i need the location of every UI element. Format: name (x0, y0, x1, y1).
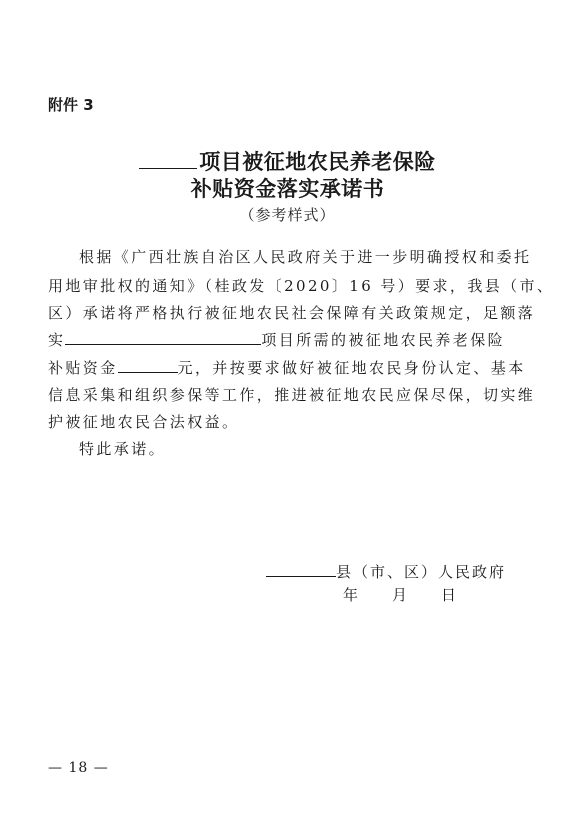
county-name-blank (266, 562, 336, 577)
body-line-8: 特此承诺。 (79, 440, 167, 458)
document-title-line2: 补贴资金落实承诺书 (190, 177, 385, 201)
body-line-6: 信息采集和组织参保等工作，推进被征地农民应保尽保，切实维 (48, 386, 536, 404)
body-line-5 (48, 357, 526, 378)
date-year: 年 (343, 586, 361, 604)
attachment-label: 附件 3 (48, 96, 94, 114)
body-line-5-suffix: 元，并按要求做好被征地农民身份认定、基本 (177, 359, 526, 377)
amount-blank (118, 358, 178, 373)
project-name-blank (139, 150, 197, 169)
date-day: 日 (441, 586, 459, 604)
signature-organization (266, 561, 506, 582)
document-subtitle: （参考样式） (239, 206, 336, 224)
title-text-line1: 项目被征地农民养老保险 (199, 150, 436, 174)
body-line-4 (48, 329, 505, 350)
body-line-1: 根据《广西壮族自治区人民政府关于进一步明确授权和委托 (79, 248, 532, 266)
body-line-7: 护被征地农民合法权益。 (48, 413, 240, 431)
page-number: — 18 — (48, 760, 109, 776)
body-line-3: 区）承诺将严格执行被征地农民社会保障有关政策规定，足额落 (48, 304, 536, 322)
body-line-5-prefix: 补贴资金 (48, 359, 118, 377)
body-line-4-suffix: 项目所需的被征地农民养老保险 (261, 331, 506, 349)
signature-date (343, 584, 458, 605)
body-line-4-prefix: 实 (48, 331, 66, 349)
signature-org-suffix: 县（市、区）人民政府 (336, 563, 507, 581)
project-blank (65, 330, 261, 345)
body-line-2: 用地审批权的通知》（桂政发〔2020〕16 号）要求，我县（市、 (48, 277, 555, 295)
document-title-line1 (0, 146, 575, 176)
date-month: 月 (392, 586, 410, 604)
